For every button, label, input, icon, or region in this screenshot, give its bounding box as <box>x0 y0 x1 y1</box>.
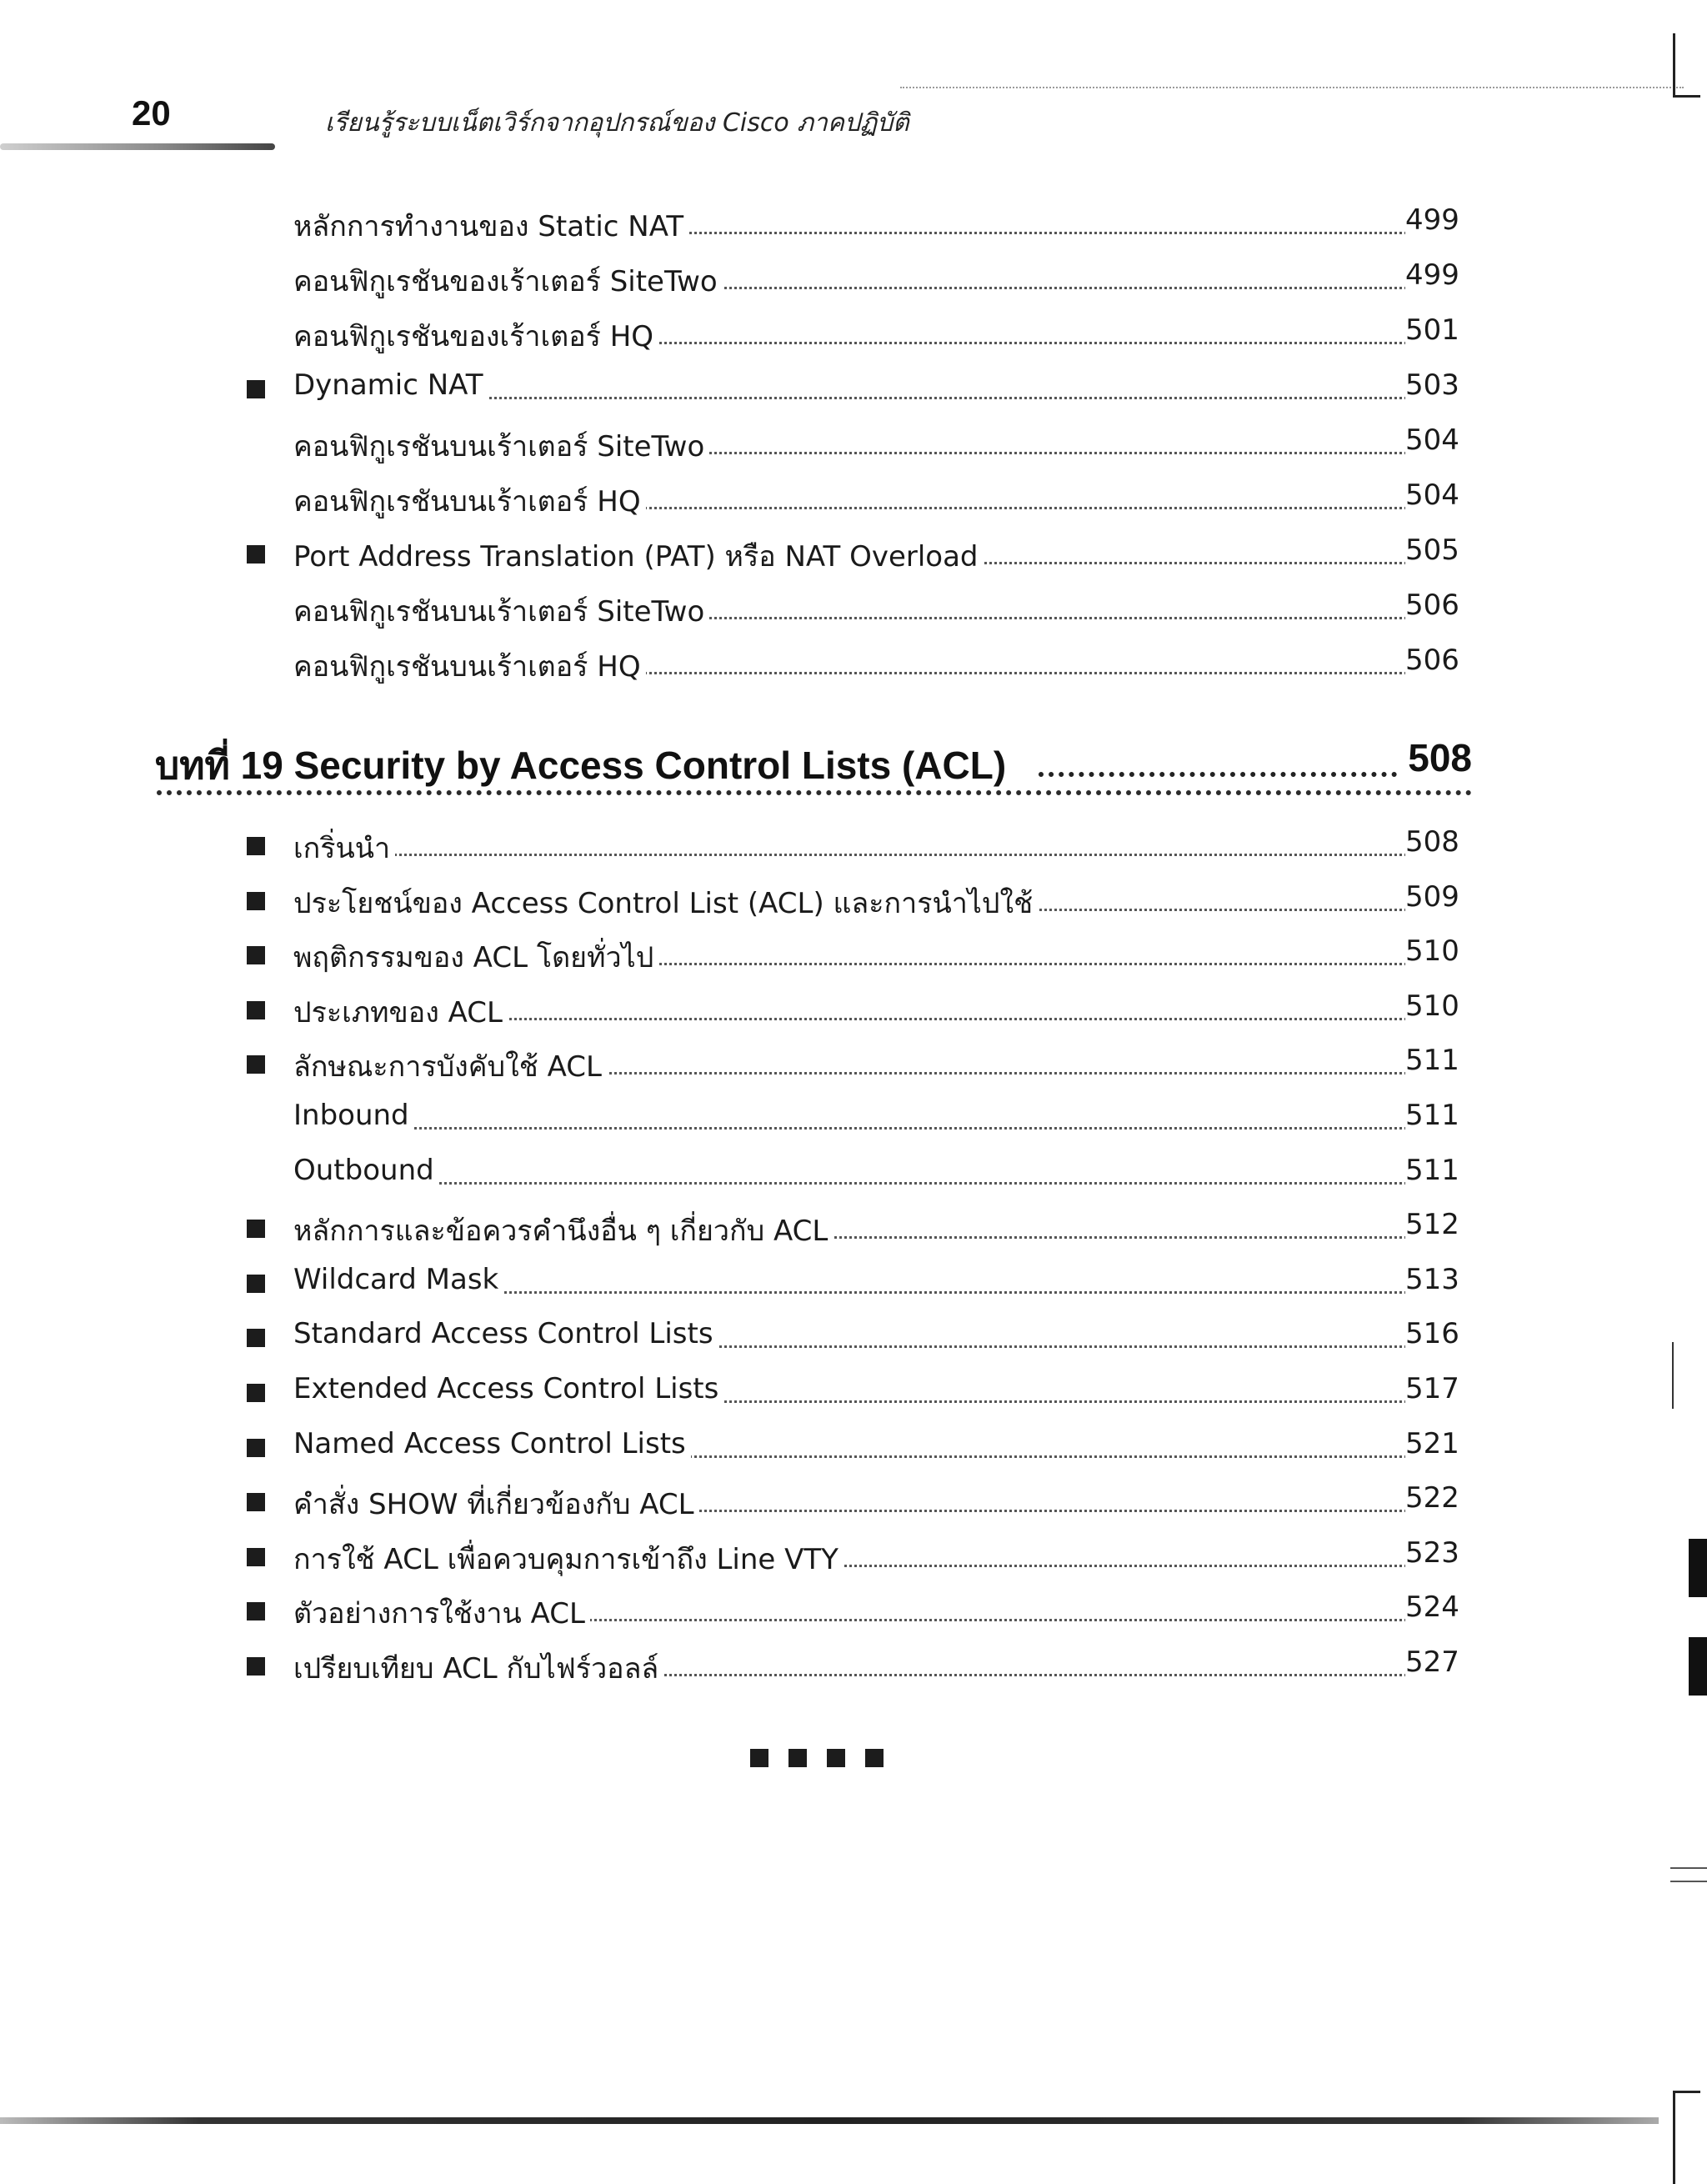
toc-entry <box>0 929 1707 979</box>
toc-entry-label: Standard Access Control Lists <box>293 1317 718 1350</box>
toc-entry-label: คอนฟิกูเรชันของเร้าเตอร์ HQ <box>293 313 658 358</box>
page-number: 20 <box>132 93 171 133</box>
toc-entry <box>0 875 1707 925</box>
toc-entry-page: 510 <box>1405 934 1459 969</box>
toc-entry-page: 510 <box>1405 989 1459 1023</box>
toc-entry <box>0 253 1707 303</box>
toc-entry-label: เปรียบเทียบ ACL กับไฟร์วอลล์ <box>293 1646 663 1691</box>
toc-entry-label: Extended Access Control Lists <box>293 1372 723 1405</box>
toc-entry <box>0 418 1707 468</box>
toc-entry <box>0 1094 1707 1144</box>
bullet-square <box>247 1657 265 1676</box>
chapter-underline-dots <box>157 790 1472 795</box>
toc-entry-label: การใช้ ACL เพื่อควบคุมการเข้าถึง Line VTY <box>293 1536 843 1581</box>
toc-entry-label: Outbound <box>293 1154 439 1187</box>
toc-entry-label: Named Access Control Lists <box>293 1427 691 1460</box>
chapter-page-number: 508 <box>1408 736 1472 779</box>
toc-entry-label: คอนฟิกูเรชันบนเร้าเตอร์ HQ <box>293 644 646 689</box>
bullet-square <box>247 946 265 964</box>
chapter-heading <box>155 735 1472 794</box>
toc-entry-page: 511 <box>1405 1044 1459 1078</box>
toc-entry-label: คอนฟิกูเรชันของเร้าเตอร์ SiteTwo <box>293 258 723 303</box>
toc-entry-page: 504 <box>1405 423 1459 457</box>
bullet-square <box>247 837 265 855</box>
toc-entry <box>0 1531 1707 1581</box>
toc-entry-label: คอนฟิกูเรชันบนเร้าเตอร์ SiteTwo <box>293 589 709 634</box>
toc-entry-page: 513 <box>1405 1262 1459 1296</box>
toc-entry-label: หลักการทำงานของ Static NAT <box>293 203 688 248</box>
bullet-square <box>247 545 265 564</box>
toc-entry-label: ลักษณะการบังคับใช้ ACL <box>293 1044 607 1089</box>
toc-entry-page: 509 <box>1405 879 1459 914</box>
end-mark <box>827 1749 845 1767</box>
dot-leader <box>293 1127 1457 1130</box>
running-title: เรียนรู้ระบบเน็ตเวิร์กจากอุปกรณ์ของ Cisco ภาคปฏิบัติ <box>325 108 909 138</box>
toc-entry <box>0 584 1707 634</box>
crop-mark-top <box>1673 33 1700 98</box>
toc-entry-page: 523 <box>1405 1535 1459 1570</box>
toc-entry-page: 503 <box>1405 368 1459 402</box>
toc-entry-label: เกริ่นนำ <box>293 825 395 870</box>
bullet-square <box>247 1384 265 1402</box>
toc-entry <box>0 1476 1707 1526</box>
toc-entry-page: 499 <box>1405 203 1459 237</box>
crop-mark-bottom <box>1673 2091 1700 2184</box>
bullet-square <box>247 1275 265 1293</box>
margin-tab <box>1689 1539 1707 1597</box>
end-mark <box>750 1749 768 1767</box>
toc-entry-label: Dynamic NAT <box>293 368 488 402</box>
toc-entry-page: 499 <box>1405 258 1459 292</box>
toc-entry-label: คอนฟิกูเรชันบนเร้าเตอร์ SiteTwo <box>293 423 709 468</box>
toc-entry-label: ประเภทของ ACL <box>293 989 508 1034</box>
toc-entry-page: 516 <box>1405 1317 1459 1351</box>
toc-entry <box>0 1641 1707 1691</box>
toc-entry-page: 511 <box>1405 1099 1459 1132</box>
toc-entry <box>0 1367 1707 1417</box>
toc-entry-page: 506 <box>1405 644 1459 677</box>
toc-entry <box>0 984 1707 1034</box>
toc-entry <box>0 198 1707 248</box>
toc-entry <box>0 1149 1707 1199</box>
toc-entry <box>0 308 1707 358</box>
toc-entry <box>0 1422 1707 1472</box>
toc-entry <box>0 1258 1707 1308</box>
bullet-square <box>247 1001 265 1019</box>
toc-entry-label: คำสั่ง SHOW ที่เกี่ยวข้องกับ ACL <box>293 1481 699 1526</box>
toc-entry-label: หลักการและข้อควรคำนึงอื่น ๆ เกี่ยวกับ ACL <box>293 1208 833 1253</box>
toc-entry-label: ประโยชน์ของ Access Control List (ACL) และการนำไปใช้ <box>293 880 1038 925</box>
margin-double-rule <box>1670 1867 1707 1882</box>
toc-entry-label: Port Address Translation (PAT) หรือ NAT Overload <box>293 533 984 579</box>
toc-entry-label: Wildcard Mask <box>293 1263 503 1296</box>
bullet-square <box>247 1439 265 1457</box>
toc-entry <box>0 528 1707 579</box>
toc-entry <box>0 363 1707 413</box>
toc-entry <box>0 1039 1707 1089</box>
chapter-leader <box>1039 772 1397 777</box>
toc-entry-page: 505 <box>1405 533 1459 567</box>
header-rule <box>900 87 1684 88</box>
bullet-square <box>247 1602 265 1620</box>
toc-entry-label: ตัวอย่างการใช้งาน ACL <box>293 1590 590 1635</box>
toc-entry-page: 522 <box>1405 1481 1459 1515</box>
bullet-square <box>247 1055 265 1074</box>
toc-entry <box>0 473 1707 523</box>
chapter-title: บทที่ 19 Security by Access Control Lists (ACL) <box>155 744 1007 787</box>
end-mark <box>788 1749 807 1767</box>
bullet-square <box>247 1548 265 1566</box>
toc-entry-page: 504 <box>1405 478 1459 512</box>
toc-entry <box>0 820 1707 870</box>
toc-entry-page: 511 <box>1405 1153 1459 1187</box>
toc-entry-page: 501 <box>1405 313 1459 347</box>
toc-entry-page: 508 <box>1405 825 1459 859</box>
toc-entry-page: 517 <box>1405 1372 1459 1405</box>
toc-entry-page: 527 <box>1405 1646 1459 1679</box>
toc-entry <box>0 639 1707 689</box>
dot-leader <box>293 854 1457 856</box>
toc-entry-label: คอนฟิกูเรชันบนเร้าเตอร์ HQ <box>293 478 646 523</box>
bullet-square <box>247 1329 265 1347</box>
margin-tab <box>1689 1637 1707 1696</box>
footer-rule <box>0 2117 1659 2124</box>
header-swoosh <box>0 143 275 150</box>
toc-entry-page: 524 <box>1405 1590 1459 1625</box>
toc-entry-page: 512 <box>1405 1208 1459 1242</box>
toc-entry-page: 506 <box>1405 589 1459 622</box>
bullet-square <box>247 892 265 910</box>
toc-entry-label: พฤติกรรมของ ACL โดยทั่วไป <box>293 934 658 979</box>
margin-line <box>1672 1342 1674 1409</box>
bullet-square <box>247 380 265 398</box>
end-mark <box>865 1749 884 1767</box>
toc-entry <box>0 1312 1707 1362</box>
bullet-square <box>247 1493 265 1511</box>
bullet-square <box>247 1220 265 1238</box>
toc-entry-label: Inbound <box>293 1099 414 1132</box>
toc-entry <box>0 1585 1707 1635</box>
toc-entry <box>0 1203 1707 1253</box>
dot-leader <box>293 1182 1457 1185</box>
toc-entry-page: 521 <box>1405 1426 1459 1460</box>
